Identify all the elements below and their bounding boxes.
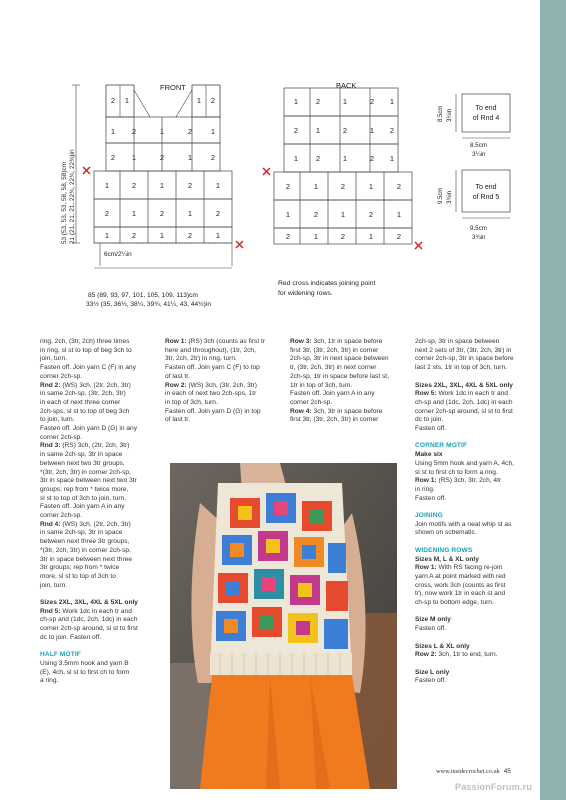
text-line	[415, 547, 540, 556]
text-column-4	[415, 338, 540, 686]
text-line	[40, 634, 162, 643]
line-text: between next two 3tr groups,	[40, 459, 125, 467]
line-text: 3tr in space between next two 3tr	[40, 477, 137, 485]
text-line	[290, 355, 410, 364]
text-line	[165, 399, 285, 408]
back-label: BACK	[336, 81, 357, 90]
line-text: in same 2ch-sp, 3tr in space	[40, 529, 123, 537]
front-num: 1	[131, 153, 137, 162]
line-text: 3tr in space between next three	[40, 555, 133, 563]
line-text: 3tr groups; rep from * twice	[40, 564, 120, 572]
text-line	[415, 364, 540, 373]
line-text: sl st to first ch to form a ring.	[415, 468, 498, 476]
line-text: Using 3.5mm hook and yarn B	[40, 659, 129, 667]
back-num: 2	[313, 210, 319, 219]
front-num: 2	[187, 231, 193, 240]
bold-label: Rnd 5:	[40, 607, 61, 615]
front-num: 1	[159, 127, 165, 136]
line-text: sl st to top of 3ch to join, turn.	[40, 494, 127, 502]
line-text: corner 2ch-sp, 3tr in space before	[415, 355, 514, 363]
text-line	[40, 538, 162, 547]
front-num: 2	[210, 153, 216, 162]
front-num: 1	[104, 181, 110, 190]
front-num: 2	[110, 153, 116, 162]
text-line	[40, 677, 162, 686]
front-num: 2	[131, 181, 137, 190]
text-line	[40, 564, 162, 573]
front-num: 2	[131, 231, 137, 240]
site-url[interactable]: www.insidecrochet.co.uk	[436, 768, 500, 775]
text-line	[40, 373, 162, 382]
text-line	[415, 512, 540, 521]
text-line	[290, 347, 410, 356]
page-number: 45	[503, 768, 511, 775]
text-line	[165, 364, 285, 373]
line-text: Join motifs with a neat whip st as	[415, 520, 512, 528]
front-num: 2	[215, 209, 221, 218]
front-num: 1	[110, 127, 116, 136]
line-text: corner 2ch-sp around, sl st to first	[415, 407, 513, 415]
line-text: (WS) 3ch, (3tr, 2ch, 3tr)	[186, 381, 257, 389]
line-text: next 2 sets of 3tr, (3tr, 2ch, 3tr) in	[415, 346, 512, 354]
bold-label: Row 1:	[415, 564, 437, 572]
line-text: dc to join. Fasten off.	[40, 633, 102, 641]
line-text: to join, turn.	[40, 416, 75, 424]
back-num: 2	[368, 210, 374, 219]
line-gap	[415, 434, 540, 443]
text-line	[415, 590, 540, 599]
text-line	[415, 416, 540, 425]
bold-label: Sizes M, L & XL only	[415, 555, 479, 563]
line-text: yarn A at point marked with red	[415, 572, 506, 580]
front-num: 1	[104, 231, 110, 240]
front-num: 1	[210, 127, 216, 136]
text-line	[415, 486, 540, 495]
text-line	[40, 382, 162, 391]
back-num: 1	[389, 97, 395, 106]
text-line	[415, 651, 540, 660]
line-text: ch-sp and (1dc, 2ch, 1dc) in each	[40, 616, 138, 624]
text-line	[415, 599, 540, 608]
front-num: 1	[215, 231, 221, 240]
front-num: 2	[159, 153, 165, 162]
bold-label: Row 4:	[290, 407, 312, 415]
text-line	[40, 408, 162, 417]
line-text: 3tr, 2ch, 2tr) in ring, turn.	[165, 355, 237, 363]
bold-label: Sizes 2XL, 3XL, 4XL & 5XL only	[415, 381, 513, 389]
line-text: corner 2ch-sp around, sl st to first	[40, 625, 138, 633]
back-num: 1	[285, 210, 291, 219]
left-measure-cm: 53 (53, 53, 53, 58, 58, 58)cm	[61, 161, 68, 244]
text-line	[40, 521, 162, 530]
text-line	[40, 582, 162, 591]
motif-a-w-cm: 8.5cm	[470, 142, 487, 149]
section-heading: JOINING	[415, 512, 443, 520]
text-line	[415, 495, 540, 504]
text-line	[40, 599, 162, 608]
text-line	[415, 616, 540, 625]
back-num: 2	[285, 182, 291, 191]
line-text: 2ch-sp, 3tr in space between	[415, 338, 500, 345]
bold-label: Sizes 2XL, 3XL, 4XL & 5XL only	[40, 599, 138, 607]
back-num: 2	[369, 97, 375, 106]
line-text: more, sl st to top of 3ch to	[40, 572, 116, 580]
text-line	[40, 512, 162, 521]
motif-b-h-cm: 9.5cm	[438, 187, 444, 204]
text-line	[415, 564, 540, 573]
text-line	[415, 556, 540, 565]
model-photo	[170, 463, 397, 789]
line-text: Fasten off. Join yarn A in any	[40, 503, 125, 511]
back-num: 1	[342, 97, 348, 106]
line-gap	[415, 608, 540, 617]
text-column-2	[165, 338, 285, 425]
line-gap	[415, 660, 540, 669]
front-num: 1	[159, 181, 165, 190]
back-num: 2	[293, 126, 299, 135]
text-line	[40, 425, 162, 434]
text-line	[40, 460, 162, 469]
bold-label: Row 3:	[290, 338, 312, 345]
back-num: 1	[369, 126, 375, 135]
back-num: 2	[315, 97, 321, 106]
motif-a-h-in: 3¼in	[447, 108, 453, 122]
line-text: corner 2ch-sp.	[40, 372, 83, 380]
text-line	[290, 408, 410, 417]
motif-a-label2: of Rnd 4	[472, 115, 500, 122]
front-num: 2	[187, 127, 193, 136]
line-text: in ring.	[415, 485, 435, 493]
line-text: (E), 4ch, sl st to first ch to form	[40, 668, 130, 676]
back-num: 1	[340, 210, 346, 219]
line-text: shown on schematic.	[415, 529, 477, 537]
line-text: Work 1dc in each tr and	[436, 390, 508, 398]
text-line	[40, 364, 162, 373]
bold-label: Make six	[415, 451, 443, 459]
motif-b-w-in: 3¾in	[472, 234, 486, 241]
text-line	[415, 442, 540, 451]
left-measure-in: 21 (21, 21, 21, 22¾, 22¾, 22¾)in	[69, 149, 76, 244]
text-line	[40, 608, 162, 617]
line-gap	[415, 503, 540, 512]
text-line	[290, 338, 410, 347]
line-text: tr), now work 1tr in each st and	[415, 590, 506, 598]
back-num: 2	[340, 182, 346, 191]
line-text: 2ch-sp, 1tr in space before last st,	[290, 372, 389, 380]
front-num: 2	[110, 96, 116, 105]
text-line	[40, 669, 162, 678]
text-line	[165, 347, 285, 356]
front-num: 2	[131, 127, 137, 136]
text-line	[40, 660, 162, 669]
line-text: *(3tr, 2ch, 3tr) in corner 2ch-sp,	[40, 468, 131, 476]
text-line	[415, 355, 540, 364]
front-num: 1	[124, 96, 130, 105]
line-text: Fasten off. Join yarn C (F) to top	[165, 364, 260, 372]
front-num: 2	[159, 209, 165, 218]
motif-a-label1: To end	[475, 105, 497, 112]
text-line	[40, 469, 162, 478]
line-text: of last tr.	[165, 416, 190, 424]
front-num: 1	[196, 96, 202, 105]
line-text: *(3tr, 2ch, 3tr) in corner 2ch-sp,	[40, 546, 131, 554]
line-text: dc to join.	[415, 416, 444, 424]
line-text: Fasten off. Join yarn A in any	[290, 390, 375, 398]
text-line	[40, 547, 162, 556]
bold-label: Sizes L & XL only	[415, 642, 470, 650]
text-line	[415, 582, 540, 591]
text-column-1	[40, 338, 162, 686]
text-line	[415, 573, 540, 582]
text-line	[415, 338, 540, 347]
bold-label: Size M only	[415, 616, 451, 624]
line-text: Fasten off.	[415, 425, 447, 433]
front-label: FRONT	[160, 83, 186, 92]
back-num: 2	[396, 182, 402, 191]
text-line	[290, 390, 410, 399]
back-grid	[274, 88, 412, 244]
text-line	[165, 408, 285, 417]
line-text: tr, (3tr, 2ch, 3tr) in next corner	[290, 364, 377, 372]
section-heading: CORNER MOTIF	[415, 442, 468, 450]
text-line	[40, 434, 162, 443]
text-line	[415, 669, 540, 678]
page-footer	[436, 768, 511, 775]
line-text: first 3tr, (3tr, 2ch, 3tr) in corner	[290, 416, 379, 424]
back-num: 2	[340, 232, 346, 241]
text-line	[40, 486, 162, 495]
back-num: 2	[342, 126, 348, 135]
back-num: 1	[368, 232, 374, 241]
line-text: corner 2ch-sp.	[290, 398, 333, 406]
line-text: 2ch-sps, sl st to top of beg 3ch	[40, 407, 130, 415]
text-line	[40, 442, 162, 451]
text-line	[40, 616, 162, 625]
line-text: (RS) 3ch, 3tr, 2ch, 4tr	[436, 477, 502, 485]
bold-label: Rnd 4:	[40, 520, 61, 528]
bottom-width-cm: 85 (89, 93, 97, 101, 105, 109, 113)cm	[88, 292, 198, 299]
bold-label: Rnd 2:	[40, 381, 61, 389]
text-line	[40, 503, 162, 512]
line-text: 3ch, 1tr in space before	[311, 338, 383, 345]
section-heading: WIDENING ROWS	[415, 546, 473, 554]
text-line	[40, 355, 162, 364]
text-line	[415, 529, 540, 538]
line-text: (RS) 3ch (counts as first tr	[186, 338, 266, 345]
text-line	[40, 495, 162, 504]
text-line	[165, 338, 285, 347]
back-num: 1	[389, 154, 395, 163]
motif-b-label1: To end	[475, 184, 497, 191]
text-line	[40, 651, 162, 660]
bottom-small-measure: 6cm/2¼in	[104, 251, 132, 258]
motif-a-h-cm: 8.5cm	[438, 105, 444, 122]
line-text: in top of 3ch, turn.	[165, 398, 218, 406]
motif-b-h-in: 3¾in	[447, 190, 453, 204]
text-line	[415, 469, 540, 478]
text-line	[40, 390, 162, 399]
text-line	[40, 573, 162, 582]
front-num: 1	[159, 231, 165, 240]
text-line	[40, 556, 162, 565]
back-num: 1	[293, 97, 299, 106]
line-text: 2ch-sp, 3tr in next space between	[290, 355, 389, 363]
text-line	[415, 521, 540, 530]
back-num: 1	[315, 126, 321, 135]
line-text: 1tr in top of 3ch, turn.	[290, 381, 353, 389]
line-gap	[40, 643, 162, 652]
line-text: first 3tr, (3tr, 2ch, 3tr) in corner	[290, 346, 379, 354]
text-line	[290, 382, 410, 391]
text-line	[415, 425, 540, 434]
back-num: 1	[396, 210, 402, 219]
text-line	[290, 416, 410, 425]
text-line	[165, 373, 285, 382]
line-text: cross, work 3ch (counts as first	[415, 581, 506, 589]
back-num: 2	[396, 232, 402, 241]
line-text: (WS) 3ch, (2tr, 2ch, 3tr)	[60, 520, 131, 528]
back-num: 2	[285, 232, 291, 241]
text-line	[415, 477, 540, 486]
line-text: corner 2ch-sp.	[40, 512, 83, 520]
front-num: 1	[187, 209, 193, 218]
line-text: Work 1dc in each tr and	[60, 607, 132, 615]
text-line	[415, 460, 540, 469]
bold-label: Row 1:	[415, 477, 437, 485]
back-num: 1	[293, 154, 299, 163]
line-text: groups; rep from * twice more,	[40, 485, 129, 493]
note-line2: for widening rows.	[278, 290, 333, 297]
text-line	[165, 355, 285, 364]
line-text: 3ch, 3tr in space before	[311, 407, 383, 415]
back-num: 1	[313, 232, 319, 241]
text-line	[415, 399, 540, 408]
text-line	[40, 477, 162, 486]
back-num: 1	[342, 154, 348, 163]
motif-b-label2: of Rnd 5	[472, 194, 500, 201]
motif-a-w-in: 3¼in	[472, 151, 486, 158]
line-text: Using 5mm hook and yarn A, 4ch,	[415, 459, 514, 467]
bold-label: Row 2:	[415, 651, 437, 659]
line-text: Fasten off. Join yarn C (F) in any	[40, 364, 136, 372]
line-text: here and throughout), (1tr, 2ch,	[165, 346, 256, 354]
text-line	[415, 625, 540, 634]
line-gap	[415, 634, 540, 643]
line-text: of last tr.	[165, 372, 190, 380]
section-heading: HALF MOTIF	[40, 651, 81, 659]
text-line	[290, 364, 410, 373]
line-text: last 2 sts, 1tr in top of 3ch, turn.	[415, 364, 507, 372]
text-line	[40, 338, 162, 347]
text-line	[415, 451, 540, 460]
motif-a-box	[462, 94, 510, 132]
schematic-diagram	[0, 0, 540, 330]
front-num: 1	[187, 153, 193, 162]
line-text: Fasten off. Join yarn D (G) in top	[165, 407, 261, 415]
line-text: ch-sp and (1dc, 2ch, 1dc) in each	[415, 398, 513, 406]
text-line	[415, 677, 540, 686]
text-line	[415, 390, 540, 399]
text-line	[40, 347, 162, 356]
front-num: 2	[210, 96, 216, 105]
line-text: between next three 3tr groups,	[40, 538, 130, 546]
line-text: With RS facing re-join	[436, 564, 503, 572]
line-text: ring, 2ch, (3tr, 2ch) three times	[40, 338, 130, 345]
schematic-svg	[0, 0, 540, 330]
back-num: 2	[315, 154, 321, 163]
front-num: 1	[215, 181, 221, 190]
line-text: in ring, sl st to top of beg 3ch to	[40, 346, 132, 354]
back-num: 1	[313, 182, 319, 191]
text-line	[165, 382, 285, 391]
text-line	[165, 390, 285, 399]
front-num: 1	[131, 209, 137, 218]
line-text: Fasten off.	[415, 677, 447, 685]
line-gap	[415, 373, 540, 382]
text-line	[40, 529, 162, 538]
bold-label: Size L only	[415, 668, 450, 676]
text-column-3	[290, 338, 410, 425]
line-text: in each of next two 2ch-sps, 1tr	[165, 390, 257, 398]
line-text: in same 2ch-sp, (3tr, 2ch, 3tr)	[40, 390, 126, 398]
note-line1: Red cross indicates joining point	[278, 280, 376, 287]
text-line	[290, 399, 410, 408]
line-text: join, turn.	[40, 581, 68, 589]
bold-label: Row 5:	[415, 390, 437, 398]
line-text: 3ch, 1tr to end, turn.	[436, 651, 498, 659]
line-text: Fasten off.	[415, 625, 447, 633]
text-line	[40, 399, 162, 408]
line-gap	[40, 590, 162, 599]
text-line	[40, 451, 162, 460]
bold-label: Row 2:	[165, 381, 187, 389]
line-text: corner 2ch-sp.	[40, 433, 83, 441]
line-text: join, turn.	[40, 355, 68, 363]
line-text: in each of next three corner	[40, 398, 121, 406]
bold-label: Row 1:	[165, 338, 187, 345]
line-text: a ring.	[40, 677, 59, 685]
bottom-width-in: 33½ (35, 36½, 38¼, 39¾, 41¼, 43, 44½)in	[86, 301, 212, 308]
line-text: (RS) 3ch, (2tr, 2ch, 3tr)	[60, 442, 130, 450]
text-line	[40, 416, 162, 425]
text-line	[40, 625, 162, 634]
back-num: 2	[369, 154, 375, 163]
line-text: Fasten off. Join yarn D (G) in any	[40, 425, 137, 433]
back-num: 2	[389, 126, 395, 135]
text-line	[415, 408, 540, 417]
bold-label: Rnd 3:	[40, 442, 61, 450]
front-num: 2	[187, 181, 193, 190]
text-line	[415, 347, 540, 356]
line-text: (WS) 3ch, (2tr, 2ch, 3tr)	[60, 381, 131, 389]
line-text: ch-sp to bottom edge, turn.	[415, 599, 494, 607]
text-line	[290, 373, 410, 382]
back-num: 1	[368, 182, 374, 191]
line-text: Fasten off.	[415, 494, 447, 502]
front-num: 2	[104, 209, 110, 218]
motif-b-box	[462, 170, 510, 212]
line-gap	[415, 538, 540, 547]
line-text: in same 2ch-sp, 3tr in space	[40, 451, 123, 459]
watermark: PassionForum.ru	[455, 782, 533, 792]
text-line	[415, 382, 540, 391]
text-line	[165, 416, 285, 425]
motif-b-w-cm: 9.5cm	[470, 225, 487, 232]
side-color-strip	[540, 0, 566, 800]
text-line	[415, 643, 540, 652]
